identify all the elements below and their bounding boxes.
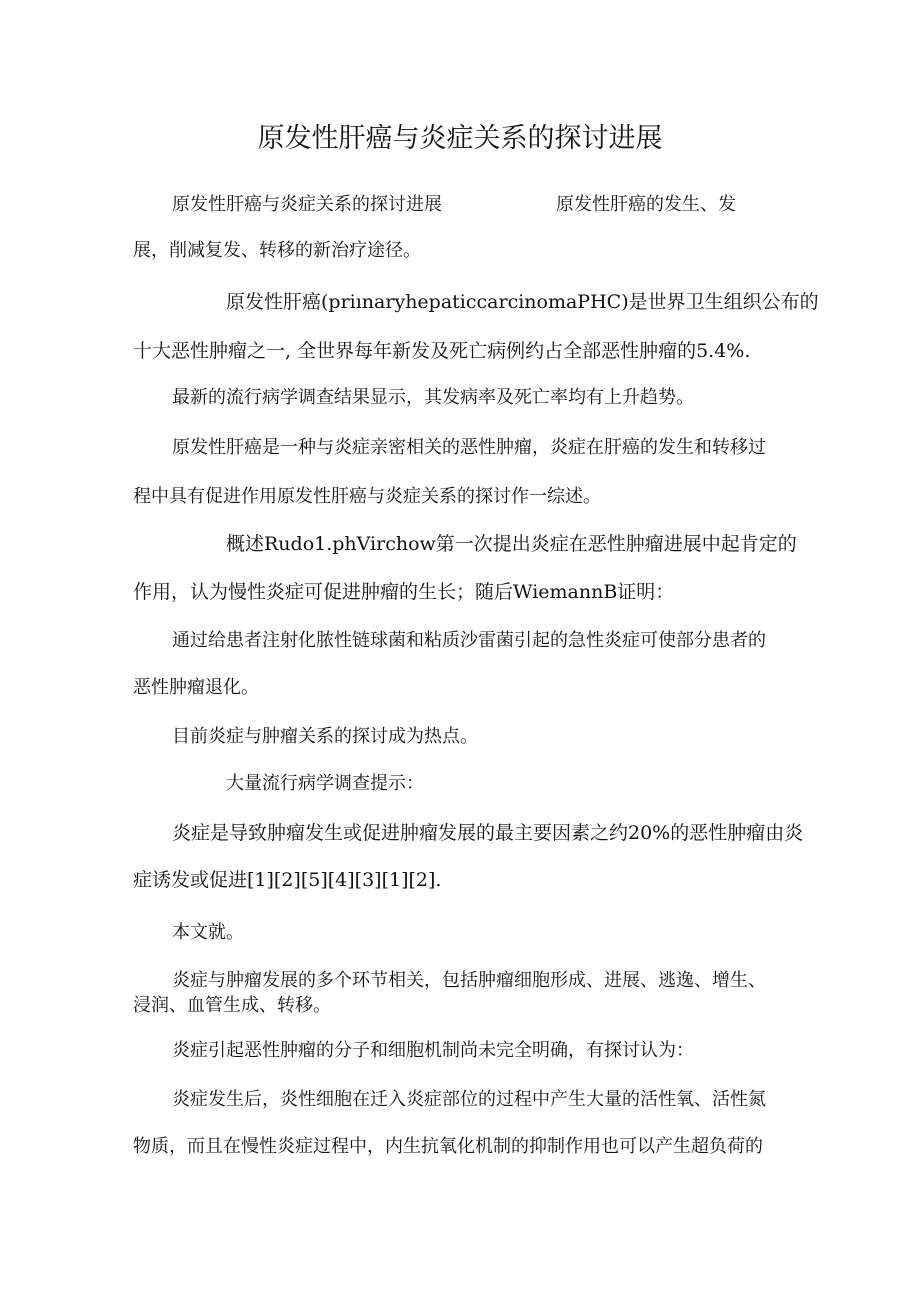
paragraph-11-line-1: 炎症与肿瘤发展的多个环节相关，包括肿瘤细胞形成、进展、逃逸、增生、 <box>172 970 766 991</box>
paragraph-2-line-2: 十大恶性肿瘤之一, 全世界每年新发及死亡病例约占全部恶性肿瘤的5.4%. <box>133 340 751 362</box>
paragraph-8: 大量流行病学调查提示： <box>226 773 424 794</box>
paragraph-5-line-2: 作用，认为慢性炎症可促进肿瘤的生长；随后WiemannB证明： <box>133 581 675 603</box>
paragraph-13-line-2: 物质，而且在慢性炎症过程中，内生抗氧化机制的抑制作用也可以产生超负荷的 <box>133 1136 763 1157</box>
paragraph-6-line-2: 恶性肿瘤退化。 <box>133 677 259 698</box>
paragraph-4-line-1: 原发性肝癌是一种与炎症亲密相关的恶性肿瘤，炎症在肝癌的发生和转移过 <box>172 437 766 458</box>
paragraph-1-continuation: 展，削减复发、转移的新治疗途径。 <box>133 240 421 261</box>
paragraph-12: 炎症引起恶性肿瘤的分子和细胞机制尚未完全明确，有探讨认为： <box>172 1040 694 1061</box>
paragraph-2-line-1: 原发性肝癌(priınaryhepaticcarcinomaPHC)是世界卫生组织公布的 <box>226 291 819 313</box>
paragraph-3: 最新的流行病学调查结果显示，其发病率及死亡率均有上升趋势。 <box>172 387 694 408</box>
paragraph-13-line-1: 炎症发生后，炎性细胞在迁入炎症部位的过程中产生大量的活性氧、活性氮 <box>172 1089 766 1110</box>
paragraph-5-line-1: 概述Rudo1.phVirchow第一次提出炎症在恶性肿瘤进展中起肯定的 <box>226 533 797 555</box>
paragraph-7: 目前炎症与肿瘤关系的探讨成为热点。 <box>172 726 478 747</box>
paragraph-11-line-2: 浸润、血管生成、转移。 <box>133 995 331 1016</box>
page-title: 原发性肝癌与炎症关系的探讨进展 <box>257 123 663 154</box>
paragraph-9-line-2: 症诱发或促进[1][2][5][4][3][1][2]. <box>133 869 442 891</box>
paragraph-1-right: 原发性肝癌的发生、发 <box>556 194 736 215</box>
paragraph-10: 本文就。 <box>172 922 244 943</box>
paragraph-1-left: 原发性肝癌与炎症关系的探讨进展 <box>172 194 442 215</box>
paragraph-9-line-1: 炎症是导致肿瘤发生或促进肿瘤发展的最主要因素之约20%的恶性肿瘤由炎 <box>172 822 804 844</box>
paragraph-4-line-2: 程中具有促进作用原发性肝癌与炎症关系的探讨作一综述。 <box>133 486 601 507</box>
paragraph-6-line-1: 通过给患者注射化脓性链球菌和粘质沙雷菌引起的急性炎症可使部分患者的 <box>172 630 766 651</box>
